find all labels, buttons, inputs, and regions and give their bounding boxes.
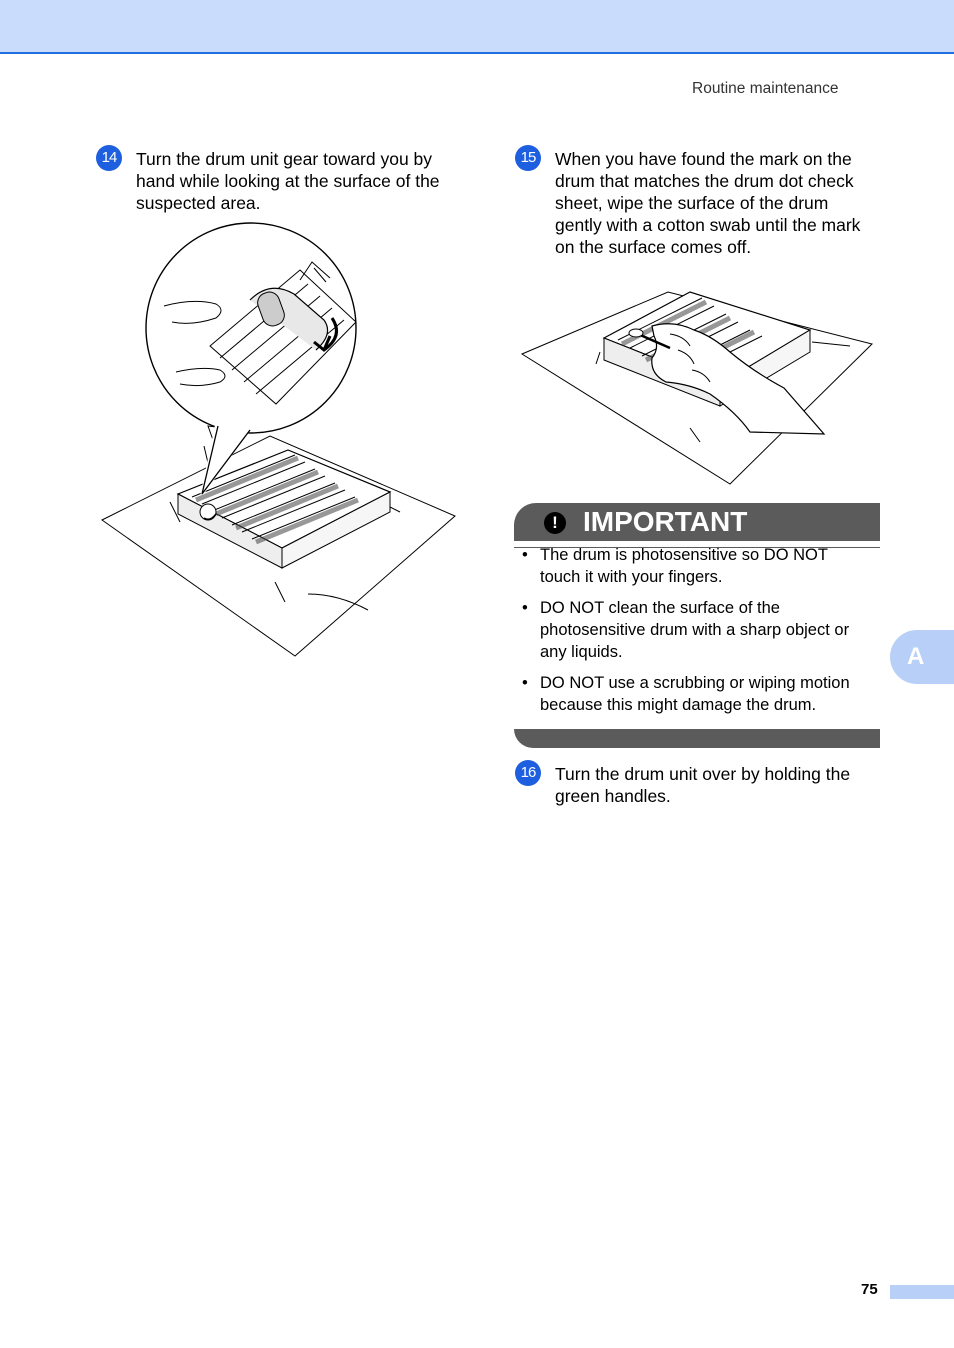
bullet: • (522, 546, 528, 564)
step-text-line: Turn the drum unit gear toward you by (136, 149, 433, 169)
bullet: • (522, 674, 528, 692)
list-item (514, 544, 880, 588)
top-header-band (0, 0, 954, 54)
appendix-tab-label: A (907, 643, 925, 670)
important-list (514, 544, 880, 725)
exclamation-icon: ! (544, 512, 566, 534)
important-notice (514, 503, 880, 748)
step-text (555, 148, 860, 258)
list-item-text (540, 672, 880, 716)
step-text-line: drum that matches the drum dot check (555, 171, 854, 191)
drum-gear-illustration (100, 222, 460, 660)
list-item-line: DO NOT clean the surface of the (540, 599, 780, 617)
step-number-badge: 15 (515, 145, 541, 171)
list-item-line: The drum is photosensitive so DO NOT (540, 546, 828, 564)
list-item-line: DO NOT use a scrubbing or wiping motion (540, 674, 850, 692)
step-text-line: on the surface comes off. (555, 237, 752, 257)
list-item (514, 672, 880, 716)
list-item-line: touch it with your fingers. (540, 568, 723, 586)
appendix-tab (890, 630, 954, 684)
step-text (136, 148, 440, 214)
step-text-line: gently with a cotton swab until the mark (555, 215, 861, 235)
list-item-text (540, 597, 880, 663)
step-number-badge: 14 (96, 145, 122, 171)
step-text (555, 763, 850, 807)
step-text-line: When you have found the mark on the (555, 149, 852, 169)
page-number-bar (890, 1285, 954, 1299)
bullet: • (522, 599, 528, 617)
page-number: 75 (861, 1281, 878, 1298)
step-text-line: Turn the drum unit over by holding the (555, 764, 851, 784)
list-item-line: because this might damage the drum. (540, 696, 817, 714)
step-text-line: suspected area. (136, 193, 261, 213)
list-item-line: photosensitive drum with a sharp object or (540, 621, 850, 639)
important-title: IMPORTANT (583, 506, 748, 537)
step-text-line: hand while looking at the surface of the (136, 171, 440, 191)
step-text-line: green handles. (555, 786, 671, 806)
drum-wiping-illustration (520, 278, 880, 490)
list-item-text (540, 544, 880, 588)
step-number-badge: 16 (515, 760, 541, 786)
running-head: Routine maintenance (692, 80, 839, 97)
important-header (514, 503, 880, 541)
important-footer-bar (514, 729, 880, 748)
list-item-line: any liquids. (540, 643, 623, 661)
step-text-line: sheet, wipe the surface of the drum (555, 193, 829, 213)
list-item (514, 597, 880, 663)
